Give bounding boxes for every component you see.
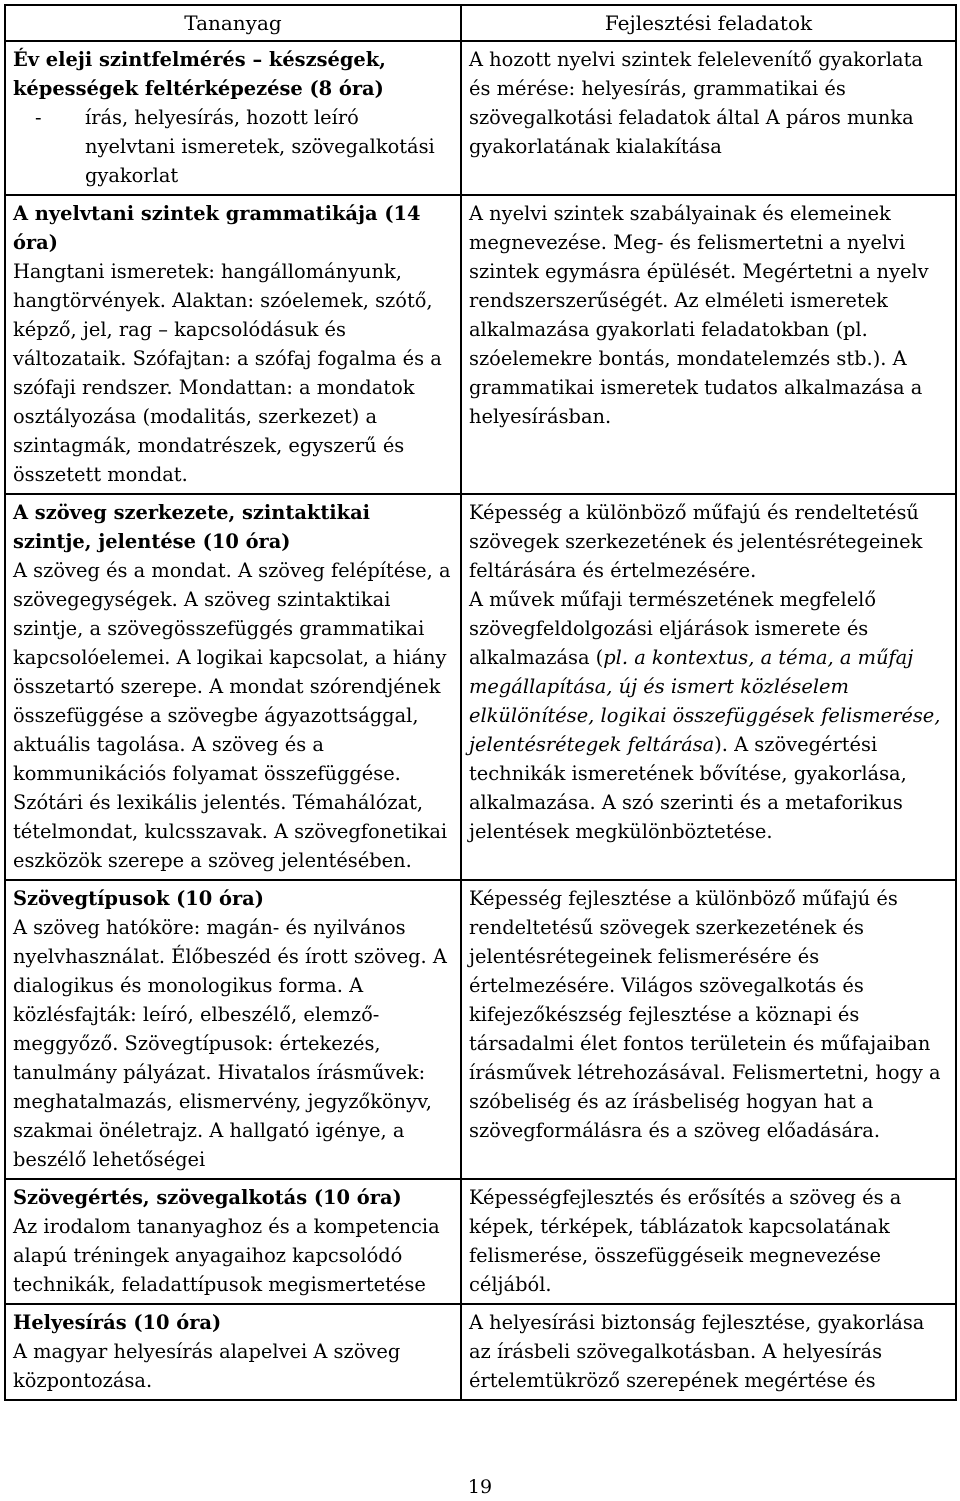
task-example-italic: pl. a kontextus, a téma, a műfaj megállapítása, új és ismert közléselem elkülönítése, logikai összefüggések felismerése, jelentésrétegek feltárása — [469, 646, 941, 756]
task-cell — [461, 494, 956, 880]
task-text: ). A szövegértési technikák ismeretének bővítése, gyakorlása, alkalmazása. A szó szerinti és a metaforikus jelentések megkülönböztetése. — [469, 733, 907, 843]
table-row — [5, 195, 956, 494]
list-bullet: - — [35, 106, 42, 129]
topic-description: A szöveg és a mondat. A szöveg felépítése, a szövegegységek. A szöveg szintaktikai szintje, a szövegösszefüggés grammatikai kapcsolóelemei. A logikai kapcsolat, a hiány összetartó szerepe. A mondat szórendjének összefüggése a szövegbe ágyazottsággal, aktuális tagolása. A szöveg és a kommunikációs folyamat összefüggése. Szótári és lexikális jelentés. Témahálózat, tételmondat, kulcsszavak. A szövegfonetikai eszközök szerepe a szöveg jelentésében. — [13, 559, 451, 872]
topic-description: Az irodalom tananyaghoz és a kompetencia alapú tréningek anyagaihoz kapcsolódó technikák, feladattípusok megismertetése — [13, 1215, 440, 1296]
table-row — [5, 494, 956, 880]
table-row — [5, 1304, 956, 1400]
table-row — [5, 1179, 956, 1304]
content-cell — [5, 494, 461, 880]
task-paragraph: Képesség a különböző műfajú és rendeltetésű szövegek szerkezetének és jelentésrétegeinek feltárására és értelmezésére. — [469, 501, 923, 582]
column-header-tananyag: Tananyag — [5, 5, 461, 41]
content-cell — [5, 1304, 461, 1400]
list-item-text: írás, helyesírás, hozott leíró nyelvtani ismeretek, szövegalkotási gyakorlat — [85, 106, 435, 187]
topic-description: A szöveg hatóköre: magán- és nyilvános nyelvhasználat. Élőbeszéd és írott szöveg. A dialogikus és monologikus forma. A közlésfajták: leíró, elbeszélő, elemző-meggyőző. Szövegtípusok: értekezés, tanulmány pályázat. Hivatalos írásművek: meghatalmazás, elismervény, jegyzőkönyv, szakmai önéletrajz. A hallgató igénye, a beszélő lehetőségei — [13, 916, 447, 1171]
topic-description: Hangtani ismeretek: hangállományunk, hangtörvények. Alaktan: szóelemek, szótő, képző, jel, rag – kapcsolódásuk és változataik. Szófajtan: a szófaj fogalma és a szófaji rendszer. Mondattan: a mondatok osztályozása (modalitás, szerkezet) a szintagmák, mondatrészek, egyszerű és összetett mondat. — [13, 260, 442, 486]
bullet-list — [13, 103, 453, 190]
content-cell — [5, 195, 461, 494]
task-text: A művek műfaji természetének megfelelő szövegfeldolgozási eljárások ismerete és alkalmazása ( — [469, 588, 877, 669]
topic-title: Szövegtípusok (10 óra) — [13, 887, 264, 910]
task-cell: A hozott nyelvi szintek felelevenítő gyakorlata és mérése: helyesírás, grammatikai és szövegalkotási feladatok által A páros munka gyakorlatának kialakítása — [461, 41, 956, 195]
column-header-fejlesztesi-feladatok: Fejlesztési feladatok — [461, 5, 956, 41]
syllabus-table — [4, 4, 957, 1401]
task-cell: Képesség fejlesztése a különböző műfajú és rendeltetésű szövegek szerkezetének és jelentésrétegeinek felismerésére és értelmezésére. Világos szövegalkotás és kifejezőkészség fejlesztése a köznapi és társadalmi élet fontos területein és műfajaiban írásművek létrehozásával. Felismertetni, hogy a szóbeliség és az írásbeliség hogyan hat a szövegformálásra és a szöveg előadására. — [461, 880, 956, 1179]
content-cell — [5, 41, 461, 195]
content-cell — [5, 1179, 461, 1304]
task-cell: Képességfejlesztés és erősítés a szöveg és a képek, térképek, táblázatok kapcsolatának felismerése, összefüggéseik megnevezése céljából. — [461, 1179, 956, 1304]
task-paragraph — [469, 585, 948, 846]
topic-title: Helyesírás (10 óra) — [13, 1311, 222, 1334]
page-number: 19 — [467, 1476, 493, 1498]
table-header-row — [5, 5, 956, 41]
topic-title: A nyelvtani szintek grammatikája (14 óra) — [13, 202, 421, 254]
table-row — [5, 41, 956, 195]
task-cell: A nyelvi szintek szabályainak és elemeinek megnevezése. Meg- és felismertetni a nyelvi szintek egymásra épülését. Megértetni a nyelv rendszerszerűségét. Az elméleti ismeretek alkalmazása gyakorlati feladatokban (pl. szóelemekre bontás, mondatelemzés stb.). A grammatikai ismeretek tudatos alkalmazása a helyesírásban. — [461, 195, 956, 494]
topic-title: Év eleji szintfelmérés – készségek, képességek feltérképezése (8 óra) — [13, 48, 386, 100]
content-cell — [5, 880, 461, 1179]
table-row — [5, 880, 956, 1179]
topic-title: Szövegértés, szövegalkotás (10 óra) — [13, 1186, 402, 1209]
list-item — [13, 103, 453, 190]
task-cell: A helyesírási biztonság fejlesztése, gyakorlása az írásbeli szövegalkotásban. A helyesírás értelemtükröző szerepének megértése és — [461, 1304, 956, 1400]
topic-title: A szöveg szerkezete, szintaktikai szintje, jelentése (10 óra) — [13, 501, 371, 553]
topic-description: A magyar helyesírás alapelvei A szöveg központozása. — [13, 1340, 401, 1392]
